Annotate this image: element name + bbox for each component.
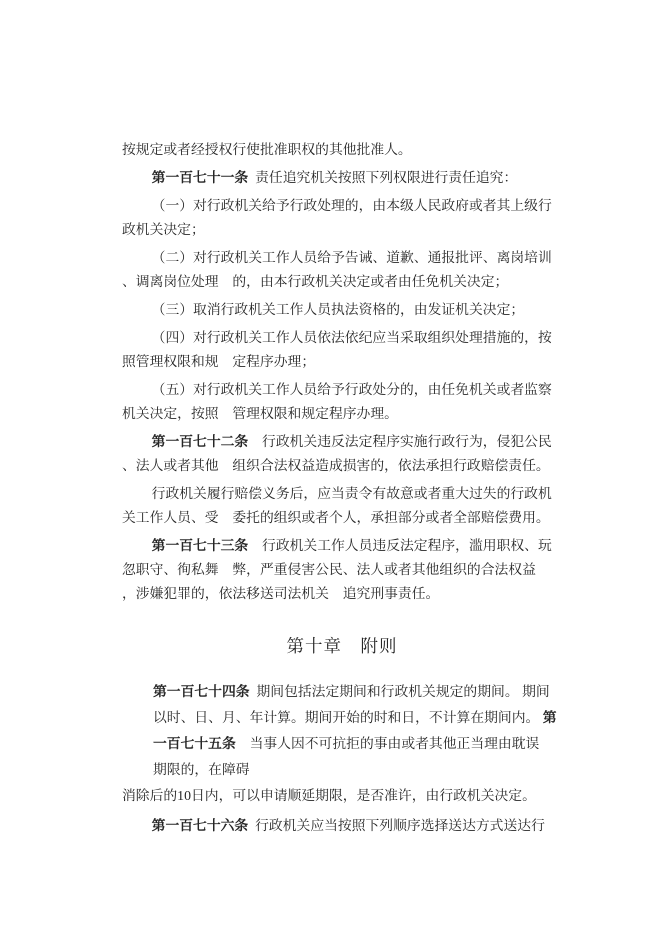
text-line	[122, 454, 562, 478]
text-line	[122, 430, 562, 454]
paragraph	[122, 783, 562, 809]
paragraph	[122, 482, 562, 530]
text-line	[122, 378, 562, 402]
article-number: 第一百七十一条	[151, 170, 249, 185]
text-segment: 机关决定，按照 管理权限和规定程序办理。	[122, 406, 398, 421]
paragraph	[122, 430, 562, 478]
text-segment: 忽职守、徇私舞 弊，严重侵害公民、法人或者其他组织的合法权益	[122, 562, 536, 577]
text-segment: （四）对行政机关工作人员依法依纪应当采取组织处理措施的，按	[151, 330, 552, 345]
paragraph	[122, 534, 562, 606]
text-line	[122, 506, 562, 530]
paragraph	[122, 326, 562, 374]
text-line	[122, 270, 562, 294]
text-segment: 关工作人员、受 委托的组织或者个人，承担部分或者全部赔偿费用。	[122, 510, 550, 525]
text-segment: 照管理权限和规 定程序办理；	[122, 354, 316, 369]
text-line	[122, 482, 562, 506]
paragraph	[122, 679, 562, 783]
text-line	[153, 731, 562, 757]
text-line	[122, 218, 562, 242]
article-number: 第一百七十三条	[151, 538, 249, 553]
text-segment: 第十章 附则	[286, 636, 398, 656]
text-segment: 当事人因不可抗拒的事由或者其他正当理由耽误	[235, 736, 540, 751]
text-segment: （二）对行政机关工作人员给予告诫、道歉、通报批评、离岗培训	[151, 250, 552, 265]
paragraph	[122, 194, 562, 242]
text-line	[153, 679, 562, 705]
paragraph	[122, 378, 562, 426]
text-segment: 行政机关履行赔偿义务后，应当责令有故意或者重大过失的行政机	[151, 486, 552, 501]
paragraph	[122, 246, 562, 294]
text-line	[122, 534, 562, 558]
chapter-heading	[122, 634, 562, 658]
text-line	[153, 705, 562, 731]
text-segment: 责任追究机关按照下列权限进行责任追究：	[248, 170, 518, 185]
text-segment: 按规定或者经授权行使批准职权的其他批准人。	[122, 142, 412, 157]
text-segment: （一）对行政机关给予行政处理的，由本级人民政府或者其上级行	[151, 198, 552, 213]
text-segment: 行政机关违反法定程序实施行政行为，侵犯公民	[248, 434, 552, 449]
text-segment: 、调离岗位处理 的，由本行政机关决定或者由任免机关决定；	[122, 274, 509, 289]
text-segment: 政机关决定；	[122, 222, 205, 237]
article-number: 一百七十五条	[153, 736, 236, 751]
text-segment: 期限的，在障碍	[153, 762, 250, 777]
text-line	[122, 813, 562, 839]
text-segment: 行政机关应当按照下列顺序选择送达方式送达行	[248, 818, 545, 833]
article-number: 第一百七十二条	[151, 434, 249, 449]
text-segment: 期间包括法定期间和行政机关规定的期间。 期间	[249, 684, 550, 699]
text-segment: ，涉嫌犯罪的，依法移送司法机关 追究刑事责任。	[122, 586, 440, 601]
text-line	[122, 298, 562, 322]
text-line	[122, 402, 562, 426]
text-line	[122, 138, 562, 162]
article-number: 第	[542, 710, 557, 725]
text-line	[122, 194, 562, 218]
text-segment: 消除后的10日内，可以申请顺延期限，是否准许，由行政机关决定。	[122, 788, 536, 803]
paragraph	[122, 298, 562, 322]
text-line	[122, 634, 562, 658]
text-segment: 、法人或者其他 组织合法权益造成损害的，依法承担行政赔偿责任。	[122, 458, 550, 473]
text-line	[122, 582, 562, 606]
article-number: 第一百七十六条	[151, 818, 249, 833]
text-line	[122, 558, 562, 582]
paragraph	[122, 138, 562, 162]
text-line	[122, 166, 562, 190]
text-segment: （三）取消行政机关工作人员执法资格的，由发证机关决定；	[151, 302, 525, 317]
text-line	[122, 783, 562, 809]
text-segment: 以时、日、月、年计算。期间开始的时和日，不计算在期间内。	[153, 710, 543, 725]
text-segment: 行政机关工作人员违反法定程序，滥用职权、玩	[248, 538, 552, 553]
text-line	[122, 326, 562, 350]
text-segment: （五）对行政机关工作人员给予行政处分的，由任免机关或者监察	[151, 382, 552, 397]
text-line	[122, 350, 562, 374]
text-line	[122, 246, 562, 270]
paragraph	[122, 813, 562, 839]
document-body	[122, 138, 562, 839]
article-number: 第一百七十四条	[153, 684, 250, 699]
paragraph	[122, 166, 562, 190]
text-line	[153, 757, 562, 783]
